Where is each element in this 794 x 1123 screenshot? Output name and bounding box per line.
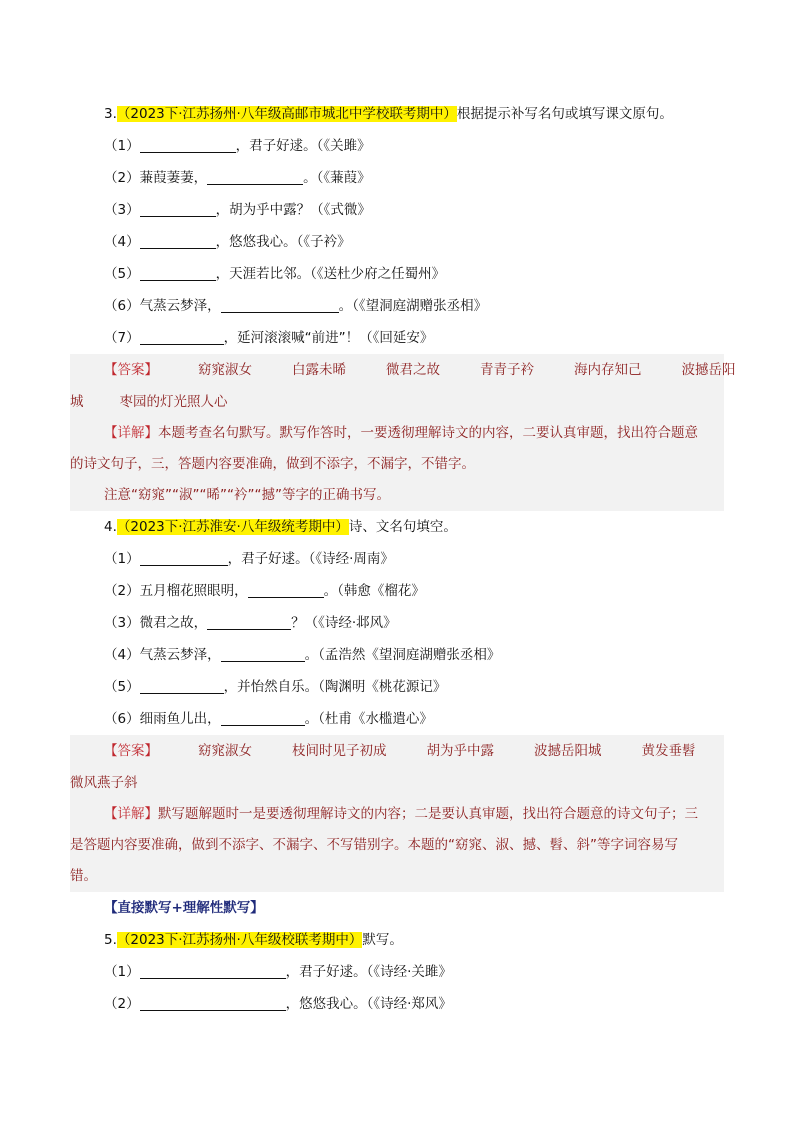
answer-blank[interactable] bbox=[207, 170, 303, 185]
question-source: （2023下·江苏扬州·八年级校联考期中） bbox=[116, 932, 363, 948]
question-number: 4. bbox=[104, 519, 117, 535]
question-item: （1） ，君子好逑。（《诗经·周南》 bbox=[104, 551, 394, 567]
question-item: （3） ，胡为乎中露？（《式微》 bbox=[104, 202, 371, 218]
answer-blank[interactable] bbox=[221, 711, 305, 726]
answer-blank[interactable] bbox=[140, 202, 216, 217]
question-3-heading bbox=[70, 98, 724, 130]
explanation: 【详解】本题考查名句默写。默写作答时，一要透彻理解诗文的内容，二要认真审题，找出符合题意 的诗文句子，三，答题内容要准确，做到不添字，不漏字，不错字。 注意“窈窕”“淑”“晞”“衿”“撼”等字的正确书写。 bbox=[70, 418, 724, 511]
question-item: （4）气蒸云梦泽， 。（孟浩然《望洞庭湖赠张丞相》 bbox=[104, 647, 501, 663]
worksheet-page bbox=[70, 98, 736, 1020]
answer-line: 【答案】 窈窕淑女 枝间时见子初成 胡为乎中露 波撼岳阳城 黄发垂髫 bbox=[104, 743, 696, 759]
question-number: 5. bbox=[104, 932, 117, 948]
detail-label: 【详解】 bbox=[104, 425, 158, 441]
question-item: （7） ，延河滚滚喊“前进”！（《回延安》 bbox=[104, 330, 434, 346]
detail-label: 【详解】 bbox=[104, 806, 158, 822]
answer-line: 【答案】 窈窕淑女 白露未晞 微君之故 青青子衿 海内存知己 波撼岳阳 bbox=[104, 362, 736, 378]
explanation: 【详解】默写题解题时一是要透彻理解诗文的内容；二是要认真审题，找出符合题意的诗文句子；三 是答题内容要准确，做到不添字、不漏字、不写错别字。本题的“窈窕、淑、撼、髫、斜”等字词容易写 错。 bbox=[70, 806, 698, 884]
question-item: （2）五月榴花照眼明， 。（韩愈《榴花》 bbox=[104, 583, 425, 599]
question-source: （2023下·江苏扬州·八年级高邮市城北中学校联考期中） bbox=[116, 106, 457, 122]
answer-blank[interactable] bbox=[140, 234, 216, 249]
question-item: （2）蒹葭萋萋， 。（《蒹葭》 bbox=[104, 170, 371, 186]
answer-label: 【答案】 bbox=[104, 362, 158, 378]
question-number: 3. bbox=[104, 106, 117, 122]
question-item: （5） ，并怡然自乐。（陶渊明《桃花源记》 bbox=[104, 679, 447, 695]
question-item: （6）细雨鱼儿出， 。（杜甫《水槛遣心》 bbox=[104, 711, 433, 727]
answer-blank[interactable] bbox=[140, 964, 286, 979]
section-heading: 【直接默写+理解性默写】 bbox=[104, 900, 264, 916]
answer-blank[interactable] bbox=[140, 551, 228, 566]
answer-box bbox=[70, 354, 736, 511]
answer-line: 城 枣园的灯光照人心 bbox=[70, 394, 228, 410]
question-item: （1） ，君子好逑。（《关雎》 bbox=[104, 138, 371, 154]
answer-blank[interactable] bbox=[207, 615, 291, 630]
question-item: （6）气蒸云梦泽， 。（《望洞庭湖赠张丞相》 bbox=[104, 298, 488, 314]
question-item: （3）微君之故， ？（《诗经·邶风》 bbox=[104, 615, 397, 631]
question-item: （5） ，天涯若比邻。（《送杜少府之任蜀州》 bbox=[104, 266, 446, 282]
answer-box bbox=[70, 735, 724, 892]
answer-blank[interactable] bbox=[221, 647, 305, 662]
answer-blank[interactable] bbox=[140, 330, 224, 345]
question-item: （1） ，君子好逑。（《诗经·关雎》 bbox=[104, 964, 452, 980]
answer-blank[interactable] bbox=[248, 583, 324, 598]
note: 注意“窈窕”“淑”“晞”“衿”“撼”等字的正确书写。 bbox=[104, 487, 390, 503]
question-5-heading bbox=[70, 924, 724, 956]
question-prompt: 默写。 bbox=[362, 932, 403, 948]
answer-blank[interactable] bbox=[140, 679, 224, 694]
question-source: （2023下·江苏淮安·八年级统考期中） bbox=[116, 519, 349, 535]
answer-line: 微风燕子斜 bbox=[70, 775, 138, 791]
answer-blank[interactable] bbox=[140, 266, 216, 281]
answer-blank[interactable] bbox=[140, 138, 236, 153]
question-item: （4） ，悠悠我心。（《子衿》 bbox=[104, 234, 351, 250]
answer-blank[interactable] bbox=[221, 298, 339, 313]
answer-label: 【答案】 bbox=[104, 743, 158, 759]
question-4-heading bbox=[70, 511, 724, 543]
answer-blank[interactable] bbox=[140, 996, 286, 1011]
question-item: （2） ，悠悠我心。（《诗经·郑风》 bbox=[104, 996, 452, 1012]
question-prompt: 诗、文名句填空。 bbox=[348, 519, 457, 535]
question-prompt: 根据提示补写名句或填写课文原句。 bbox=[456, 106, 673, 122]
